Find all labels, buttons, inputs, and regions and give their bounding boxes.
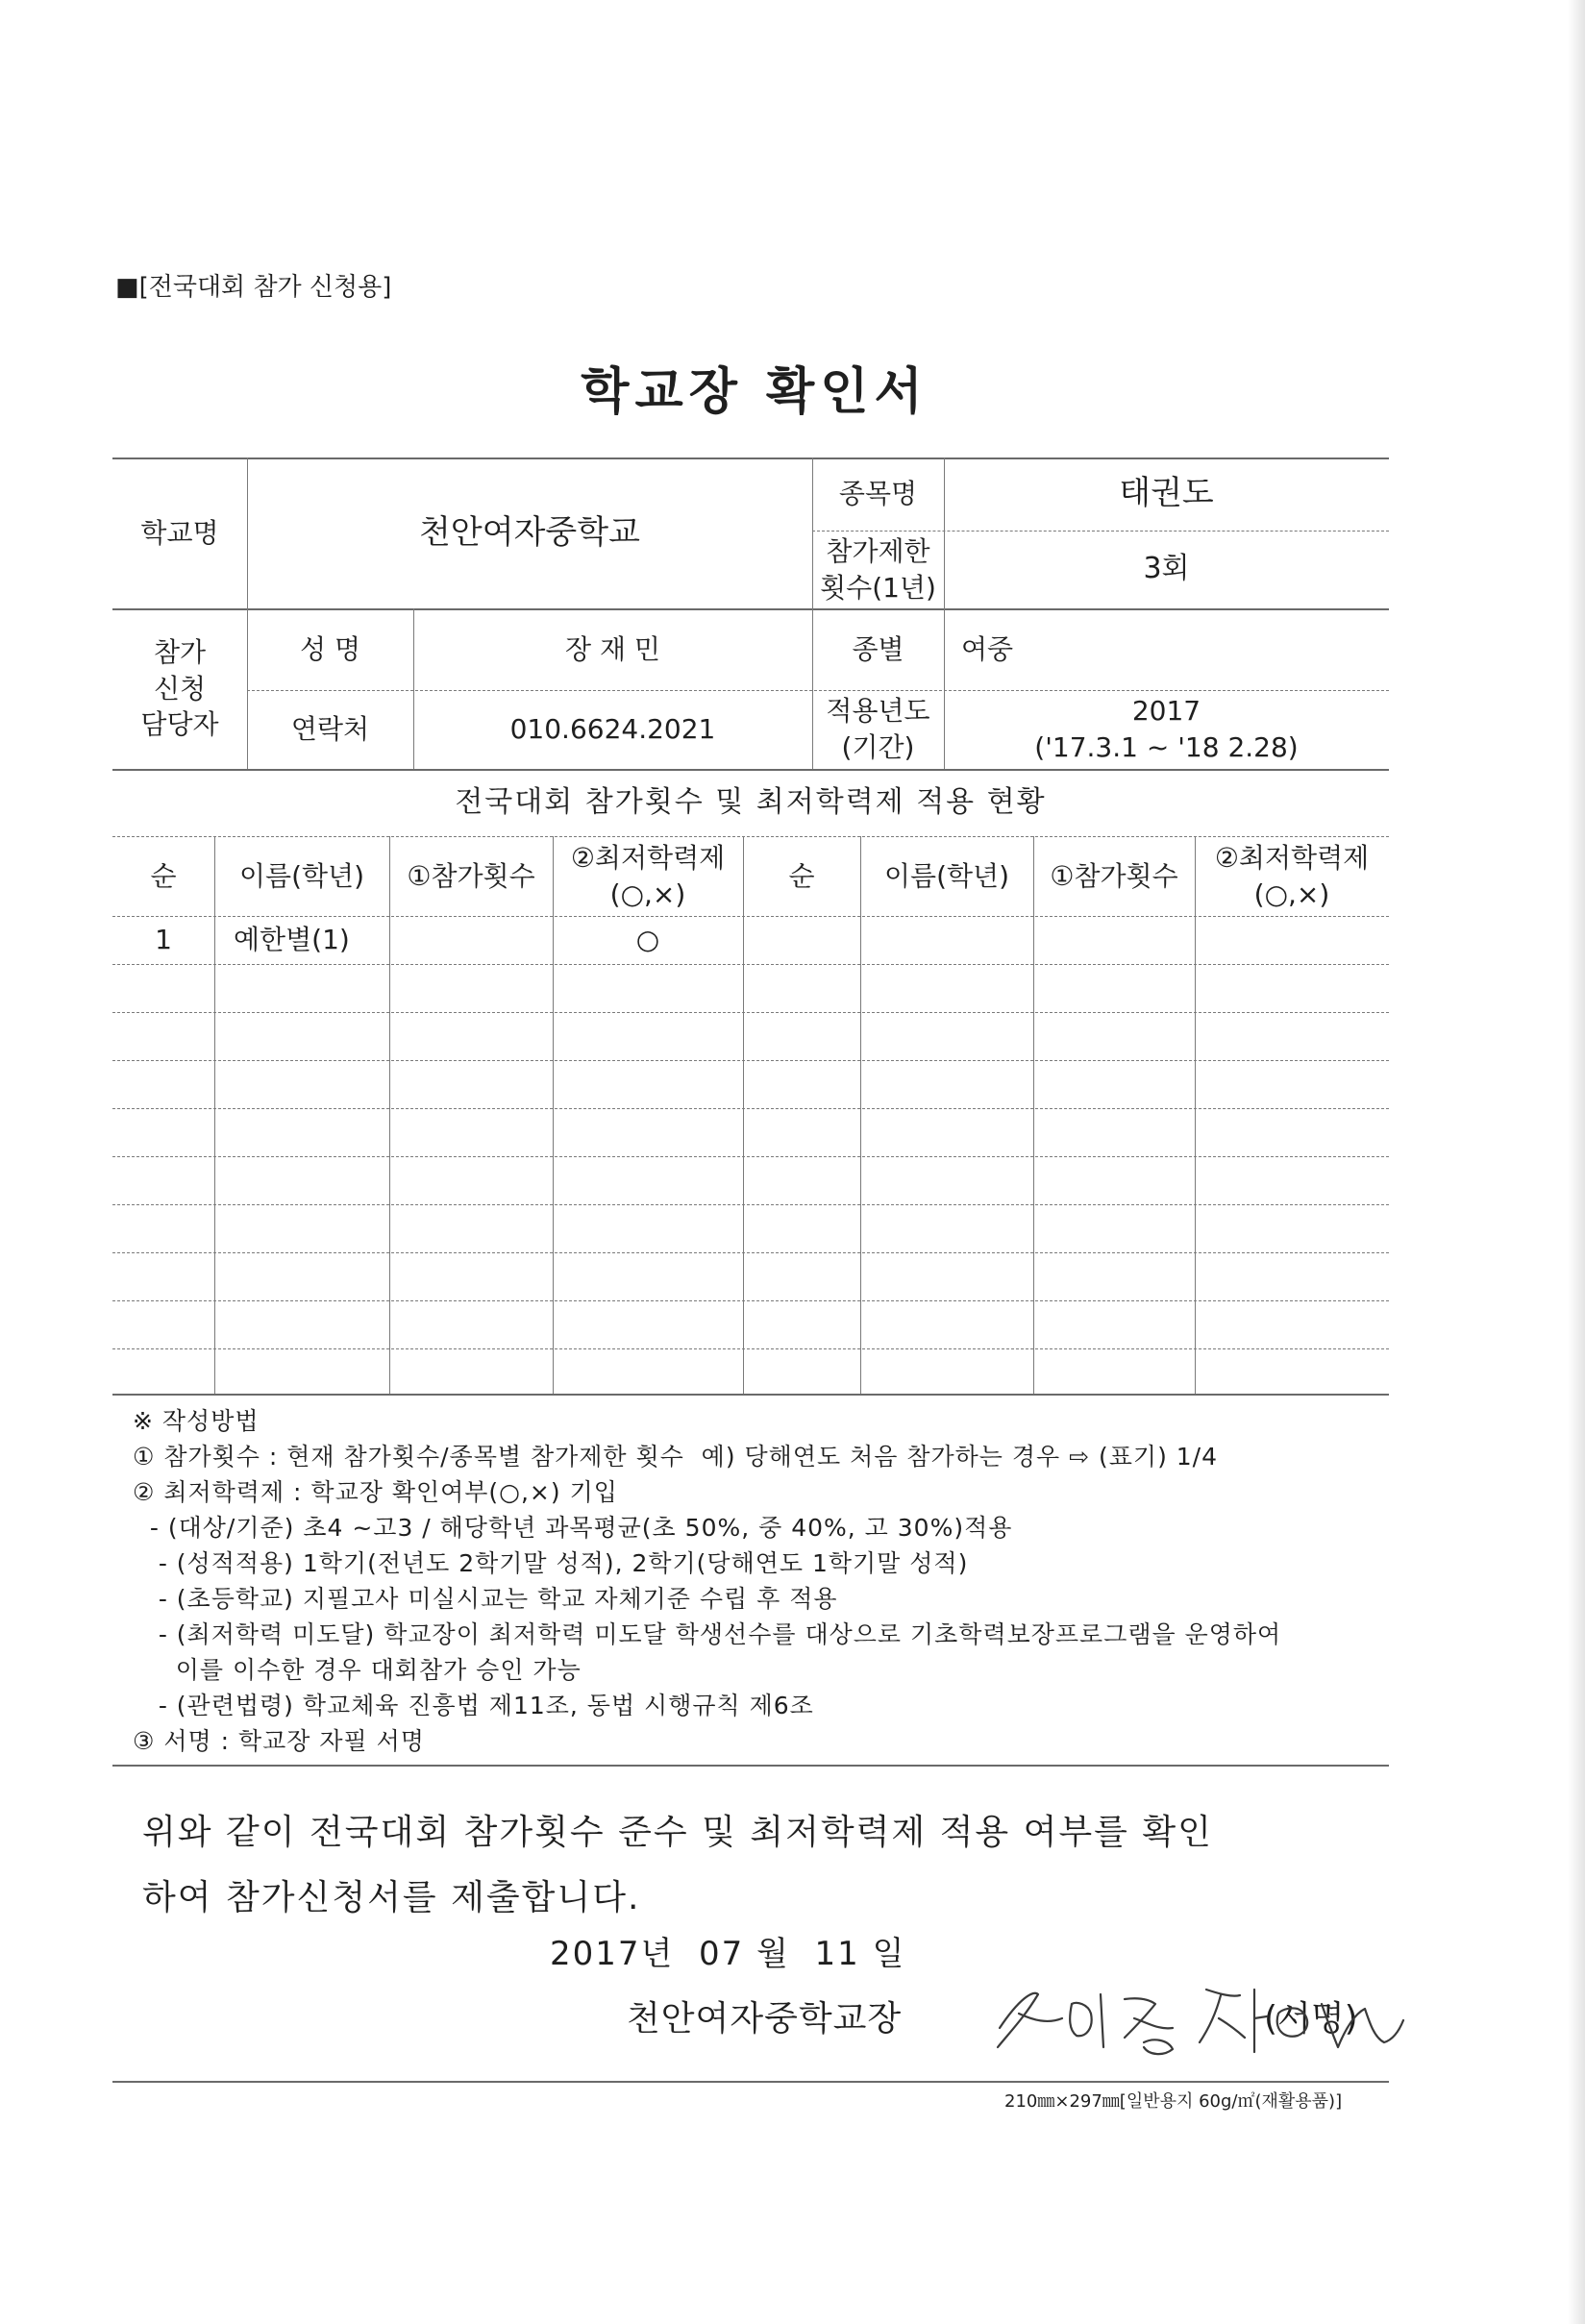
table-cell <box>860 916 1033 964</box>
contact-label: 연락처 <box>290 713 370 746</box>
writing-instructions <box>133 1403 1401 1759</box>
table-cell <box>1033 916 1195 964</box>
category-label: 종별 <box>852 632 904 665</box>
manager-label: 참가 신청 담당자 <box>140 635 219 741</box>
rule <box>112 2081 1389 2083</box>
status-title: 전국대회 참가횟수 및 최저학력제 적용 현황 <box>455 784 1047 819</box>
closing-line-1: 위와 같이 전국대회 참가횟수 준수 및 최저학력제 적용 여부를 확인 <box>142 1813 1213 1852</box>
table-cell <box>743 916 860 964</box>
column-header: ①참가횟수 <box>407 859 535 892</box>
note-line: ② 최저학력제 : 학교장 확인여부(○,×) 기입 <box>133 1478 618 1506</box>
rule <box>112 1204 1389 1205</box>
scan-edge <box>1568 0 1585 2324</box>
event-label: 종목명 <box>838 478 918 510</box>
column-header: 이름(학년) <box>238 859 365 892</box>
school-name: 천안여자중학교 <box>419 512 640 552</box>
rule <box>112 964 1389 965</box>
category-value: 여중 <box>961 632 1014 665</box>
column-header: ②최저학력제 (○,×) <box>570 841 726 910</box>
column-header: 이름(학년) <box>883 859 1010 892</box>
school-label: 학교명 <box>140 516 219 549</box>
column-header: ②최저학력제 (○,×) <box>1214 841 1370 910</box>
contact-value: 010.6624.2021 <box>509 713 716 746</box>
note-line: ③ 서명 : 학교장 자필 서명 <box>133 1727 425 1755</box>
table-cell: 1 <box>155 924 172 956</box>
column-header: 순 <box>788 859 815 892</box>
name-label: 성 명 <box>300 632 360 665</box>
rule <box>112 1156 1389 1157</box>
limit-value: 3회 <box>1143 552 1190 586</box>
manager-name: 장 재 민 <box>565 632 660 665</box>
note-line: - (대상/기준) 초4 ~고3 / 해당학년 과목평균(초 50%, 중 40%, 고 30%)적용 <box>133 1514 1013 1542</box>
rule <box>112 1012 1389 1013</box>
rule <box>112 1060 1389 1061</box>
rule <box>112 1252 1389 1253</box>
signer-title: 천안여자중학교장 <box>627 1999 903 2039</box>
rule <box>214 836 215 1394</box>
handwritten-signature <box>980 1961 1423 2066</box>
document-title: 학교장 확인서 <box>581 363 929 421</box>
note-line: - (관련법령) 학교체육 진흥법 제11조, 동법 시행규칙 제6조 <box>133 1692 814 1719</box>
paper-spec: 210㎜×297㎜[일반용지 60g/㎡(재활용품)] <box>1004 2091 1343 2112</box>
event-value: 태권도 <box>1119 474 1214 513</box>
column-header: ①참가횟수 <box>1050 859 1178 892</box>
form-type-label: ■[전국대회 참가 신청용] <box>115 273 392 302</box>
table-cell: 예한별(1) <box>234 924 350 956</box>
note-line: 이를 이수한 경우 대회참가 승인 가능 <box>133 1656 582 1684</box>
rule <box>112 1765 1389 1767</box>
submission-date: 2017년 07 월 11 일 <box>550 1935 906 1973</box>
rule <box>112 1108 1389 1109</box>
year-label: 적용년도 (기간) <box>826 695 930 763</box>
column-header: 순 <box>150 859 177 892</box>
limit-label: 참가제한 횟수(1년) <box>820 534 936 604</box>
rule <box>112 1394 1389 1396</box>
note-line: - (성적적용) 1학기(전년도 2학기말 성적), 2학기(당해연도 1학기말 성적) <box>133 1549 969 1577</box>
table-cell: ○ <box>635 924 660 956</box>
table-cell <box>1195 916 1389 964</box>
year-value: 2017 ('17.3.1 ~ '18 2.28) <box>1034 695 1299 763</box>
note-line: - (초등학교) 지필고사 미실시교는 학교 자체기준 수립 후 적용 <box>133 1585 838 1613</box>
note-line: ① 참가횟수 : 현재 참가횟수/종목별 참가제한 횟수 예) 당해연도 처음 참가하는 경우 ⇨ (표기) 1/4 <box>133 1443 1219 1471</box>
note-line: ※ 작성방법 <box>133 1407 260 1435</box>
sign-label: (서명) <box>1264 1999 1358 2039</box>
rule <box>112 1300 1389 1301</box>
table-cell <box>389 916 553 964</box>
rule <box>112 1348 1389 1349</box>
note-line: - (최저학력 미도달) 학교장이 최저학력 미도달 학생선수를 대상으로 기초학력보장프로그램을 운영하여 <box>133 1620 1282 1648</box>
closing-line-2: 하여 참가신청서를 제출합니다. <box>142 1878 641 1917</box>
